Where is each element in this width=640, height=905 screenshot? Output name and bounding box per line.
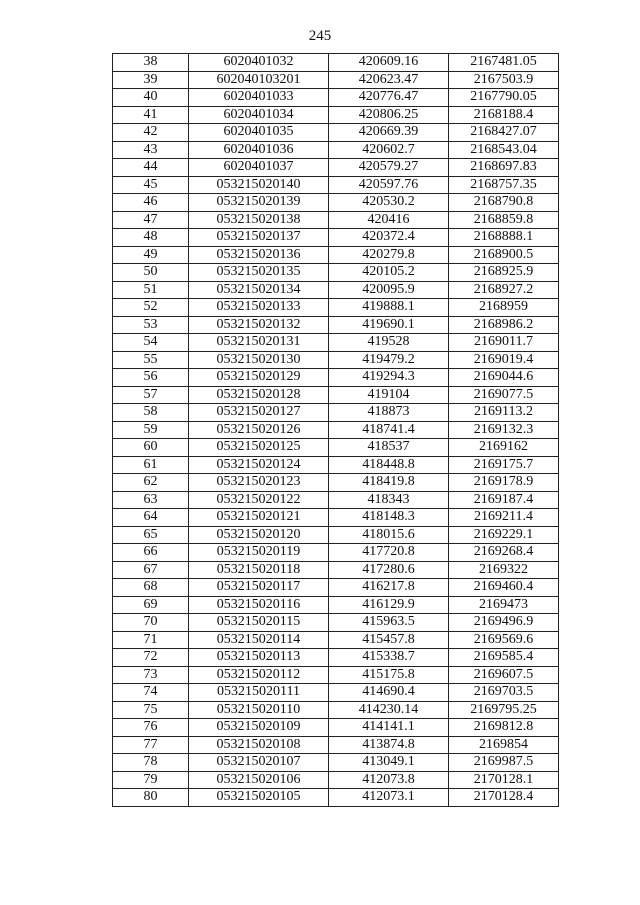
point-code-cell: 053215020130 — [189, 351, 329, 369]
x-coordinate-cell: 417280.6 — [329, 561, 449, 579]
y-coordinate-cell: 2169322 — [449, 561, 559, 579]
table-row — [113, 229, 559, 247]
x-coordinate-cell: 420669.39 — [329, 124, 449, 142]
row-number-cell: 46 — [113, 194, 189, 212]
row-number-cell: 73 — [113, 666, 189, 684]
row-number-cell: 51 — [113, 281, 189, 299]
table-row — [113, 509, 559, 527]
row-number-cell: 38 — [113, 54, 189, 72]
x-coordinate-cell: 419690.1 — [329, 316, 449, 334]
x-coordinate-cell: 420105.2 — [329, 264, 449, 282]
point-code-cell: 6020401035 — [189, 124, 329, 142]
table-row — [113, 789, 559, 807]
y-coordinate-cell: 2169113.2 — [449, 404, 559, 422]
x-coordinate-cell: 419104 — [329, 386, 449, 404]
y-coordinate-cell: 2169703.5 — [449, 684, 559, 702]
y-coordinate-cell: 2169187.4 — [449, 491, 559, 509]
x-coordinate-cell: 418343 — [329, 491, 449, 509]
y-coordinate-cell: 2168697.83 — [449, 159, 559, 177]
row-number-cell: 64 — [113, 509, 189, 527]
point-code-cell: 053215020119 — [189, 544, 329, 562]
x-coordinate-cell: 412073.1 — [329, 789, 449, 807]
row-number-cell: 44 — [113, 159, 189, 177]
x-coordinate-cell: 418537 — [329, 439, 449, 457]
point-code-cell: 053215020107 — [189, 754, 329, 772]
point-code-cell: 053215020121 — [189, 509, 329, 527]
table-row — [113, 544, 559, 562]
x-coordinate-cell: 420776.47 — [329, 89, 449, 107]
point-code-cell: 053215020112 — [189, 666, 329, 684]
x-coordinate-cell: 418741.4 — [329, 421, 449, 439]
y-coordinate-cell: 2167503.9 — [449, 71, 559, 89]
row-number-cell: 76 — [113, 719, 189, 737]
row-number-cell: 67 — [113, 561, 189, 579]
x-coordinate-cell: 413049.1 — [329, 754, 449, 772]
table-row — [113, 316, 559, 334]
point-code-cell: 053215020138 — [189, 211, 329, 229]
row-number-cell: 75 — [113, 701, 189, 719]
row-number-cell: 66 — [113, 544, 189, 562]
row-number-cell: 70 — [113, 614, 189, 632]
row-number-cell: 68 — [113, 579, 189, 597]
x-coordinate-cell: 418015.6 — [329, 526, 449, 544]
y-coordinate-cell: 2168986.2 — [449, 316, 559, 334]
point-code-cell: 053215020129 — [189, 369, 329, 387]
x-coordinate-cell: 418419.8 — [329, 474, 449, 492]
coordinates-table — [112, 53, 559, 807]
point-code-cell: 053215020122 — [189, 491, 329, 509]
x-coordinate-cell: 419479.2 — [329, 351, 449, 369]
y-coordinate-cell: 2169496.9 — [449, 614, 559, 632]
table-body — [113, 54, 559, 807]
row-number-cell: 72 — [113, 649, 189, 667]
y-coordinate-cell: 2169854 — [449, 736, 559, 754]
table-row — [113, 596, 559, 614]
table-row — [113, 614, 559, 632]
page-number: 245 — [308, 28, 332, 44]
x-coordinate-cell: 418148.3 — [329, 509, 449, 527]
y-coordinate-cell: 2168427.07 — [449, 124, 559, 142]
point-code-cell: 053215020137 — [189, 229, 329, 247]
row-number-cell: 39 — [113, 71, 189, 89]
y-coordinate-cell: 2169473 — [449, 596, 559, 614]
row-number-cell: 43 — [113, 141, 189, 159]
point-code-cell: 053215020132 — [189, 316, 329, 334]
point-code-cell: 053215020105 — [189, 789, 329, 807]
point-code-cell: 053215020111 — [189, 684, 329, 702]
y-coordinate-cell: 2169229.1 — [449, 526, 559, 544]
y-coordinate-cell: 2167481.05 — [449, 54, 559, 72]
point-code-cell: 053215020116 — [189, 596, 329, 614]
table-row — [113, 54, 559, 72]
x-coordinate-cell: 417720.8 — [329, 544, 449, 562]
x-coordinate-cell: 420530.2 — [329, 194, 449, 212]
x-coordinate-cell: 420579.27 — [329, 159, 449, 177]
y-coordinate-cell: 2168188.4 — [449, 106, 559, 124]
y-coordinate-cell: 2168927.2 — [449, 281, 559, 299]
table-row — [113, 736, 559, 754]
table-row — [113, 106, 559, 124]
point-code-cell: 053215020110 — [189, 701, 329, 719]
x-coordinate-cell: 419294.3 — [329, 369, 449, 387]
row-number-cell: 77 — [113, 736, 189, 754]
point-code-cell: 053215020135 — [189, 264, 329, 282]
x-coordinate-cell: 413874.8 — [329, 736, 449, 754]
x-coordinate-cell: 420623.47 — [329, 71, 449, 89]
point-code-cell: 053215020126 — [189, 421, 329, 439]
table-row — [113, 561, 559, 579]
point-code-cell: 6020401037 — [189, 159, 329, 177]
y-coordinate-cell: 2168859.8 — [449, 211, 559, 229]
x-coordinate-cell: 414230.14 — [329, 701, 449, 719]
table-row — [113, 71, 559, 89]
point-code-cell: 053215020117 — [189, 579, 329, 597]
row-number-cell: 55 — [113, 351, 189, 369]
point-code-cell: 6020401032 — [189, 54, 329, 72]
table-row — [113, 666, 559, 684]
y-coordinate-cell: 2168959 — [449, 299, 559, 317]
row-number-cell: 59 — [113, 421, 189, 439]
y-coordinate-cell: 2169178.9 — [449, 474, 559, 492]
table-row — [113, 264, 559, 282]
row-number-cell: 56 — [113, 369, 189, 387]
point-code-cell: 053215020114 — [189, 631, 329, 649]
point-code-cell: 053215020140 — [189, 176, 329, 194]
x-coordinate-cell: 414690.4 — [329, 684, 449, 702]
table-row — [113, 719, 559, 737]
row-number-cell: 63 — [113, 491, 189, 509]
point-code-cell: 053215020115 — [189, 614, 329, 632]
table-row — [113, 334, 559, 352]
row-number-cell: 53 — [113, 316, 189, 334]
x-coordinate-cell: 420597.76 — [329, 176, 449, 194]
table-row — [113, 159, 559, 177]
x-coordinate-cell: 419888.1 — [329, 299, 449, 317]
point-code-cell: 053215020139 — [189, 194, 329, 212]
y-coordinate-cell: 2169585.4 — [449, 649, 559, 667]
row-number-cell: 79 — [113, 771, 189, 789]
point-code-cell: 053215020123 — [189, 474, 329, 492]
point-code-cell: 053215020125 — [189, 439, 329, 457]
y-coordinate-cell: 2169162 — [449, 439, 559, 457]
row-number-cell: 74 — [113, 684, 189, 702]
x-coordinate-cell: 414141.1 — [329, 719, 449, 737]
y-coordinate-cell: 2170128.4 — [449, 789, 559, 807]
y-coordinate-cell: 2169211.4 — [449, 509, 559, 527]
y-coordinate-cell: 2169569.6 — [449, 631, 559, 649]
y-coordinate-cell: 2168925.9 — [449, 264, 559, 282]
x-coordinate-cell: 415175.8 — [329, 666, 449, 684]
table-row — [113, 404, 559, 422]
point-code-cell: 053215020120 — [189, 526, 329, 544]
table-row — [113, 194, 559, 212]
y-coordinate-cell: 2169132.3 — [449, 421, 559, 439]
point-code-cell: 053215020136 — [189, 246, 329, 264]
table-row — [113, 456, 559, 474]
row-number-cell: 47 — [113, 211, 189, 229]
row-number-cell: 60 — [113, 439, 189, 457]
table-row — [113, 211, 559, 229]
table-row — [113, 89, 559, 107]
table-row — [113, 421, 559, 439]
row-number-cell: 62 — [113, 474, 189, 492]
point-code-cell: 053215020109 — [189, 719, 329, 737]
x-coordinate-cell: 420416 — [329, 211, 449, 229]
table-row — [113, 351, 559, 369]
point-code-cell: 053215020134 — [189, 281, 329, 299]
x-coordinate-cell: 415963.5 — [329, 614, 449, 632]
table-row — [113, 124, 559, 142]
point-code-cell: 053215020133 — [189, 299, 329, 317]
row-number-cell: 78 — [113, 754, 189, 772]
table-row — [113, 141, 559, 159]
row-number-cell: 69 — [113, 596, 189, 614]
table-row — [113, 439, 559, 457]
point-code-cell: 6020401034 — [189, 106, 329, 124]
row-number-cell: 80 — [113, 789, 189, 807]
point-code-cell: 053215020106 — [189, 771, 329, 789]
table-row — [113, 754, 559, 772]
table-row — [113, 474, 559, 492]
x-coordinate-cell: 416217.8 — [329, 579, 449, 597]
table-row — [113, 176, 559, 194]
x-coordinate-cell: 412073.8 — [329, 771, 449, 789]
point-code-cell: 053215020118 — [189, 561, 329, 579]
table-row — [113, 386, 559, 404]
x-coordinate-cell: 416129.9 — [329, 596, 449, 614]
table-row — [113, 246, 559, 264]
row-number-cell: 54 — [113, 334, 189, 352]
row-number-cell: 71 — [113, 631, 189, 649]
x-coordinate-cell: 415457.8 — [329, 631, 449, 649]
point-code-cell: 6020401036 — [189, 141, 329, 159]
y-coordinate-cell: 2168888.1 — [449, 229, 559, 247]
table-row — [113, 684, 559, 702]
y-coordinate-cell: 2169044.6 — [449, 369, 559, 387]
row-number-cell: 49 — [113, 246, 189, 264]
table-row — [113, 299, 559, 317]
table-row — [113, 526, 559, 544]
point-code-cell: 053215020113 — [189, 649, 329, 667]
x-coordinate-cell: 415338.7 — [329, 649, 449, 667]
x-coordinate-cell: 420095.9 — [329, 281, 449, 299]
point-code-cell: 053215020124 — [189, 456, 329, 474]
point-code-cell: 053215020131 — [189, 334, 329, 352]
row-number-cell: 65 — [113, 526, 189, 544]
x-coordinate-cell: 418448.8 — [329, 456, 449, 474]
table-row — [113, 579, 559, 597]
y-coordinate-cell: 2169795.25 — [449, 701, 559, 719]
x-coordinate-cell: 420609.16 — [329, 54, 449, 72]
row-number-cell: 45 — [113, 176, 189, 194]
y-coordinate-cell: 2168790.8 — [449, 194, 559, 212]
y-coordinate-cell: 2167790.05 — [449, 89, 559, 107]
row-number-cell: 57 — [113, 386, 189, 404]
y-coordinate-cell: 2168900.5 — [449, 246, 559, 264]
y-coordinate-cell: 2169987.5 — [449, 754, 559, 772]
table-row — [113, 701, 559, 719]
y-coordinate-cell: 2169812.8 — [449, 719, 559, 737]
point-code-cell: 053215020128 — [189, 386, 329, 404]
row-number-cell: 58 — [113, 404, 189, 422]
y-coordinate-cell: 2169011.7 — [449, 334, 559, 352]
point-code-cell: 053215020127 — [189, 404, 329, 422]
point-code-cell: 602040103201 — [189, 71, 329, 89]
y-coordinate-cell: 2169175.7 — [449, 456, 559, 474]
y-coordinate-cell: 2170128.1 — [449, 771, 559, 789]
row-number-cell: 52 — [113, 299, 189, 317]
y-coordinate-cell: 2169268.4 — [449, 544, 559, 562]
x-coordinate-cell: 420806.25 — [329, 106, 449, 124]
y-coordinate-cell: 2169460.4 — [449, 579, 559, 597]
point-code-cell: 6020401033 — [189, 89, 329, 107]
x-coordinate-cell: 419528 — [329, 334, 449, 352]
y-coordinate-cell: 2168543.04 — [449, 141, 559, 159]
table-row — [113, 631, 559, 649]
y-coordinate-cell: 2169607.5 — [449, 666, 559, 684]
table-row — [113, 369, 559, 387]
table-row — [113, 491, 559, 509]
row-number-cell: 41 — [113, 106, 189, 124]
point-code-cell: 053215020108 — [189, 736, 329, 754]
row-number-cell: 48 — [113, 229, 189, 247]
x-coordinate-cell: 420602.7 — [329, 141, 449, 159]
x-coordinate-cell: 420279.8 — [329, 246, 449, 264]
row-number-cell: 40 — [113, 89, 189, 107]
row-number-cell: 50 — [113, 264, 189, 282]
y-coordinate-cell: 2169019.4 — [449, 351, 559, 369]
y-coordinate-cell: 2169077.5 — [449, 386, 559, 404]
table-row — [113, 771, 559, 789]
row-number-cell: 42 — [113, 124, 189, 142]
table-row — [113, 281, 559, 299]
y-coordinate-cell: 2168757.35 — [449, 176, 559, 194]
x-coordinate-cell: 420372.4 — [329, 229, 449, 247]
table-row — [113, 649, 559, 667]
row-number-cell: 61 — [113, 456, 189, 474]
x-coordinate-cell: 418873 — [329, 404, 449, 422]
